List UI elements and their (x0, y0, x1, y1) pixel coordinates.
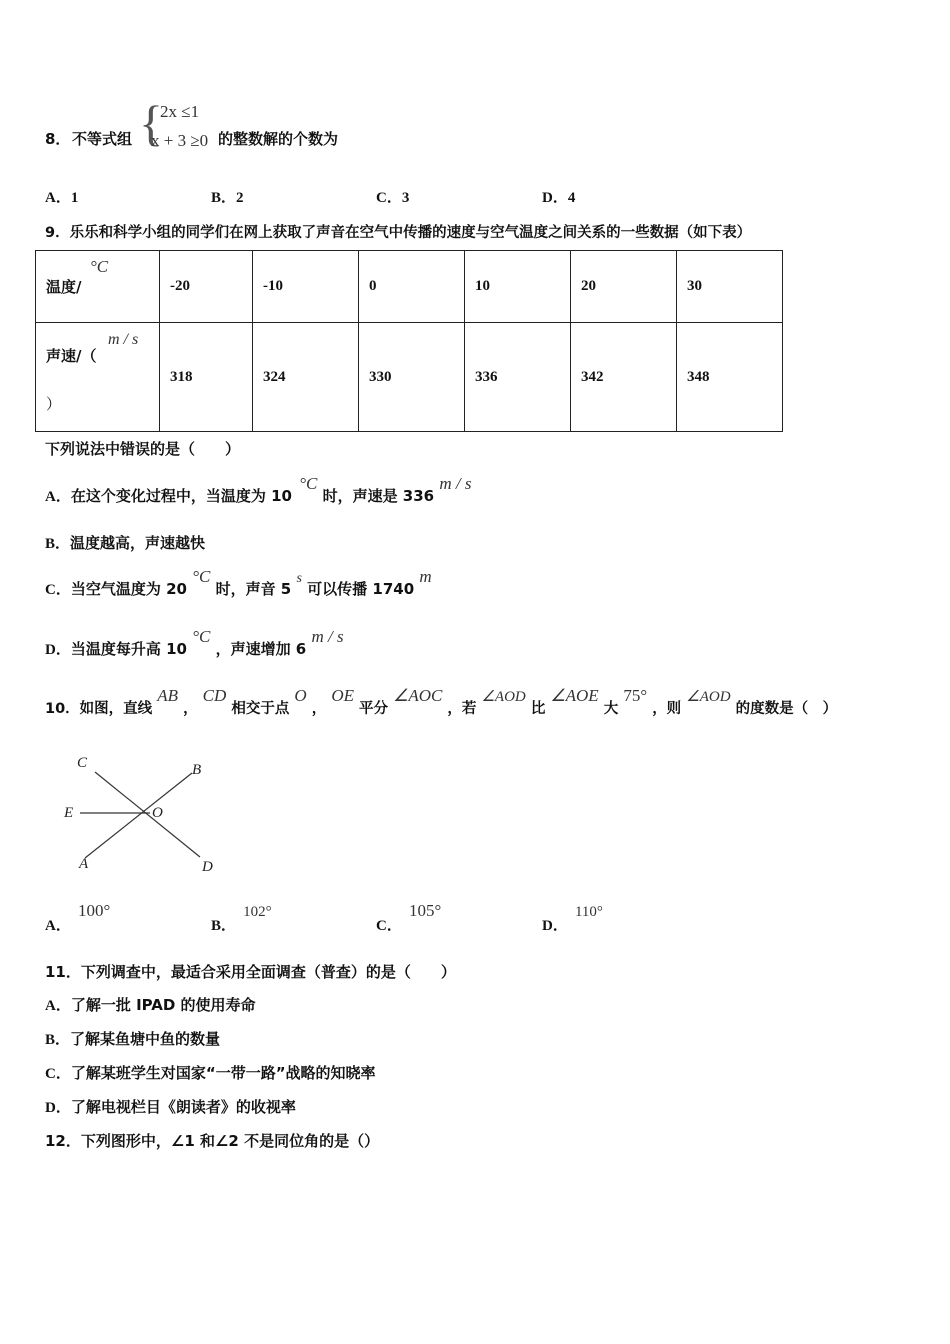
table-cell: 0 (359, 251, 465, 323)
label-e: E (64, 805, 74, 821)
brace-icon: { (139, 95, 163, 151)
label-b: B (192, 762, 202, 778)
intersecting-lines-figure (55, 745, 225, 880)
q9-prompt: 下列说法中错误的是（ ） (45, 440, 241, 458)
table-cell: 10 (465, 251, 571, 323)
q8-option-b[interactable]: B．2 (211, 190, 244, 206)
table-cell: -20 (160, 251, 253, 323)
q10-option-b[interactable]: B． 102° (211, 904, 272, 934)
q11-option-d[interactable]: D．了解电视栏目《朗读者》的收视率 (45, 1098, 296, 1116)
q11-option-a[interactable]: A．了解一批 IPAD 的使用寿命 (45, 996, 256, 1014)
speed-header: 声速/（ m / s ） (36, 323, 160, 432)
q10-option-c[interactable]: C． 105° (376, 901, 442, 934)
table-cell: -10 (253, 251, 359, 323)
table-cell: 330 (359, 323, 465, 432)
table-cell: 342 (571, 323, 677, 432)
q9-option-a[interactable]: A．在这个变化过程中，当温度为 10 °C 时，声速是 336 m / s (45, 474, 472, 505)
table-cell: 336 (465, 323, 571, 432)
temperature-header: 温度/ °C (36, 251, 160, 323)
q8-option-d[interactable]: D．4 (542, 190, 576, 206)
q12-stem: 12．下列图形中，∠1 和∠2 不是同位角的是（） (45, 1132, 380, 1150)
q9-option-c[interactable]: C．当空气温度为 20 °C 时，声音 5 s 可以传播 1740 m (45, 567, 432, 598)
table-cell: 324 (253, 323, 359, 432)
speed-unit: m / s (108, 331, 139, 348)
table-row-temperature (36, 251, 783, 323)
table-cell: 318 (160, 323, 253, 432)
q11-stem: 11．下列调查中，最适合采用全面调查（普查）的是（ ） (45, 963, 456, 981)
label-a: A (79, 856, 89, 872)
q9-stem: 9．乐乐和科学小组的同学们在网上获取了声音在空气中传播的速度与空气温度之间关系的一些数据（如下表） (45, 225, 752, 241)
q8-option-a[interactable]: A．1 (45, 190, 79, 206)
label-d: D (202, 859, 213, 875)
q8-inequality-1: 2x ≤1 (160, 102, 200, 121)
label-c: C (77, 755, 88, 771)
sound-speed-table (35, 250, 783, 432)
q11-option-c[interactable]: C．了解某班学生对国家“一带一路”战略的知晓率 (45, 1064, 376, 1082)
table-cell: 30 (677, 251, 783, 323)
table-cell: 20 (571, 251, 677, 323)
label-o: O (152, 805, 163, 821)
q10-option-a[interactable]: A． 100° (45, 901, 111, 934)
q8-inequality-2: x + 3 ≥0 (151, 131, 209, 150)
q8-suffix: 的整数解的个数为 (218, 130, 339, 148)
table-row-speed (36, 323, 783, 432)
q10-option-d[interactable]: D． 110° (542, 904, 603, 934)
q10-stem: 10．如图，直线 AB ， CD 相交于点 O ， OE 平分 ∠AOC ，若 ∠AOD 比 ∠AOE 大 75° ，则 ∠AOD 的度数是（ ） (45, 686, 838, 717)
q11-option-b[interactable]: B．了解某鱼塘中鱼的数量 (45, 1030, 221, 1048)
q8-option-c[interactable]: C．3 (376, 190, 410, 206)
q8-prefix: 不等式组 (72, 130, 133, 148)
celsius-unit: °C (90, 257, 109, 276)
table-cell: 348 (677, 323, 783, 432)
q9-option-b[interactable]: B．温度越高，声速越快 (45, 534, 206, 552)
q8-number: 8． (45, 130, 71, 148)
q9-option-d[interactable]: D．当温度每升高 10 °C ，声速增加 6 m / s (45, 627, 344, 658)
